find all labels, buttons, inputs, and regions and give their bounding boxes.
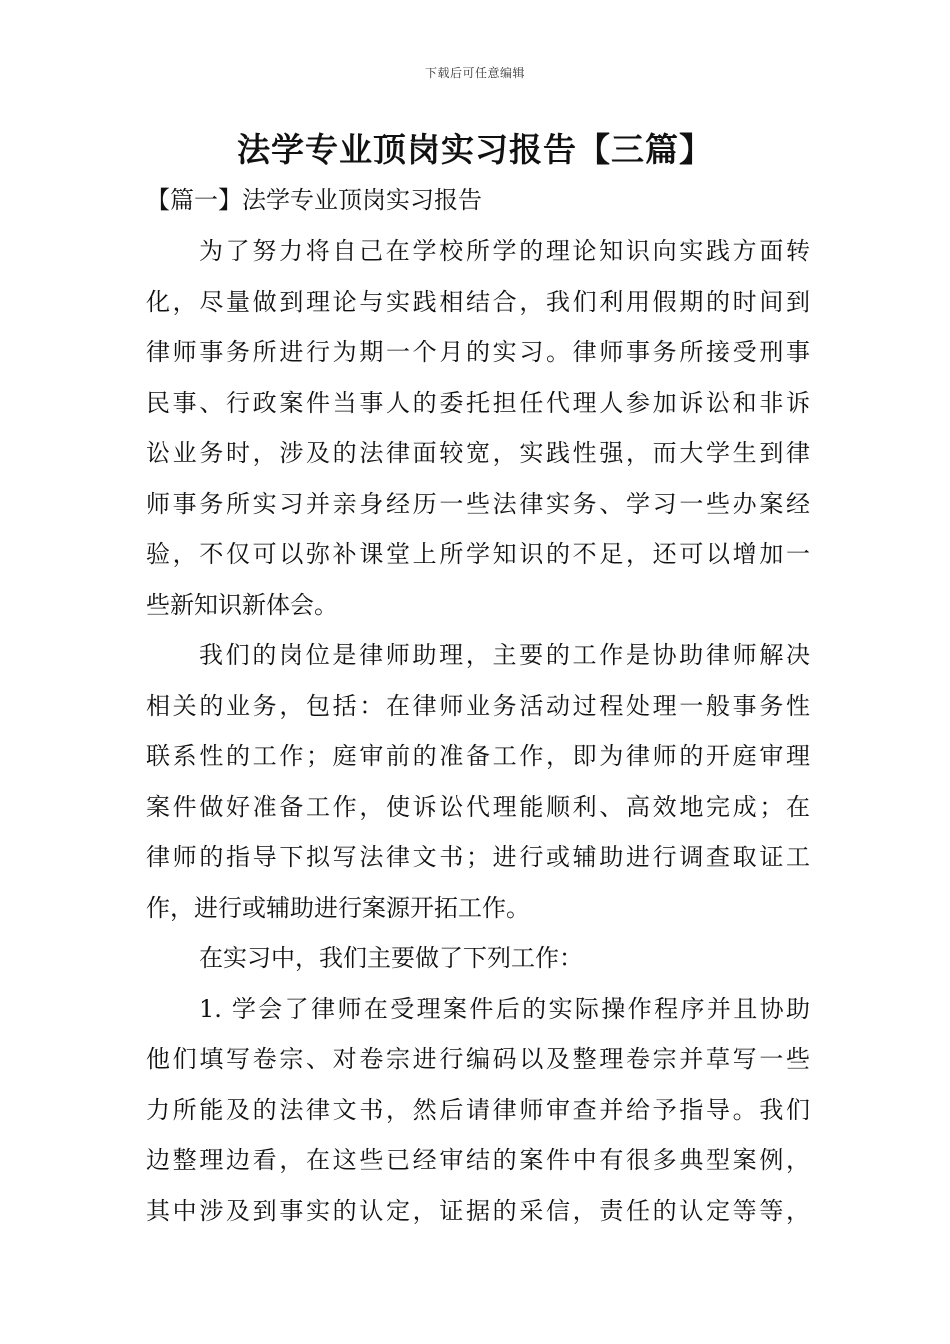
text-line: 为了努力将自己在学校所学的理论知识向实践方面转	[199, 237, 810, 265]
paragraph	[146, 630, 810, 933]
text-line: 作，进行或辅助进行案源开拓工作。	[146, 893, 530, 922]
text-line: 联系性的工作；庭审前的准备工作，即为律师的开庭审理	[146, 742, 810, 770]
text-line: 在实习中，我们主要做了下列工作：	[199, 944, 583, 972]
text-line: 我们的岗位是律师助理，主要的工作是协助律师解决	[199, 641, 810, 669]
text-line: 他们填写卷宗、对卷宗进行编码以及整理卷宗并草写一些	[146, 1045, 810, 1073]
document-body	[146, 226, 810, 1236]
paragraph	[146, 984, 810, 1237]
paragraph	[146, 226, 810, 630]
text-line: 律师事务所进行为期一个月的实习。律师事务所接受刑事	[146, 338, 810, 366]
text-line: 案件做好准备工作，使诉讼代理能顺利、高效地完成；在	[146, 792, 810, 821]
section-heading: 【篇一】法学专业顶岗实习报告	[146, 186, 482, 214]
paragraph	[146, 933, 810, 984]
text-line: 边整理边看，在这些已经审结的案件中有很多典型案例，	[146, 1146, 810, 1174]
text-line: 其中涉及到事实的认定，证据的采信，责任的认定等等，	[146, 1196, 810, 1225]
text-line: 师事务所实习并亲身经历一些法律实务、学习一些办案经	[146, 489, 810, 518]
text-line: 讼业务时，涉及的法律面较宽，实践性强，而大学生到律	[146, 439, 810, 467]
document-title: 法学专业顶岗实习报告【三篇】	[237, 130, 713, 169]
header-note: 下载后可任意编辑	[424, 66, 525, 80]
text-line: 力所能及的法律文书，然后请律师审查并给予指导。我们	[146, 1095, 810, 1124]
text-line: 验，不仅可以弥补课堂上所学知识的不足，还可以增加一	[146, 540, 810, 568]
text-line: 民事、行政案件当事人的委托担任代理人参加诉讼和非诉	[146, 388, 810, 417]
text-line: 1. 学会了律师在受理案件后的实际操作程序并且协助	[199, 994, 810, 1023]
text-line: 相关的业务，包括：在律师业务活动过程处理一般事务性	[146, 691, 810, 720]
text-line: 律师的指导下拟写法律文书；进行或辅助进行调查取证工	[146, 843, 810, 871]
text-line: 些新知识新体会。	[146, 590, 338, 619]
text-line: 化，尽量做到理论与实践相结合，我们利用假期的时间到	[146, 287, 810, 316]
